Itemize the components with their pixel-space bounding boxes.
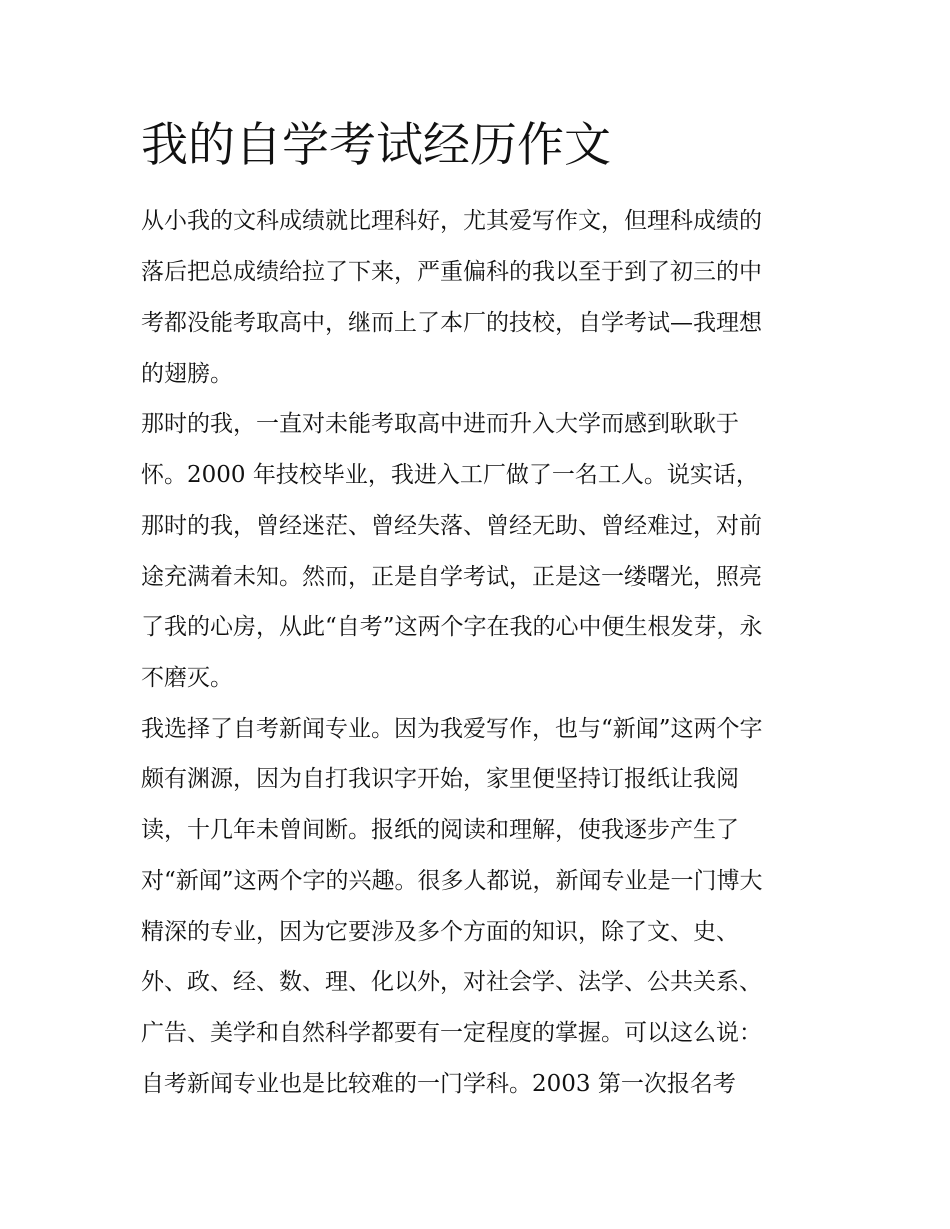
body-line: 那时的我，一直对未能考取高中进而升入大学而感到耿耿于 bbox=[141, 411, 739, 437]
body-line: 自考新闻专业也是比较难的一门学科。2003 第一次报名考 bbox=[141, 1071, 736, 1097]
body-line: 外、政、经、数、理、化以外，对社会学、法学、公共关系、 bbox=[141, 969, 762, 995]
body-line: 颇有渊源，因为自打我识字开始，家里便坚持订报纸让我阅 bbox=[141, 766, 739, 792]
body-line: 精深的专业，因为它要涉及多个方面的知识，除了文、史、 bbox=[141, 919, 739, 945]
body-line: 广告、美学和自然科学都要有一定程度的掌握。可以这么说： bbox=[141, 1020, 762, 1046]
body-line: 不磨灭。 bbox=[141, 665, 233, 691]
body-line: 落后把总成绩给拉了下来，严重偏科的我以至于到了初三的中 bbox=[141, 259, 762, 285]
body-line: 我选择了自考新闻专业。因为我爱写作，也与“新闻”这两个字 bbox=[141, 716, 763, 742]
body-line: 考都没能考取高中，继而上了本厂的技校，自学考试—我理想 bbox=[141, 310, 762, 336]
body-line: 从小我的文科成绩就比理科好，尤其爱写作文，但理科成绩的 bbox=[141, 208, 762, 234]
body-line: 读，十几年未曾间断。报纸的阅读和理解，使我逐步产生了 bbox=[141, 817, 739, 843]
body-line: 了我的心房，从此“自考”这两个字在我的心中便生根发芽，永 bbox=[141, 614, 763, 640]
body-line: 的翅膀。 bbox=[141, 361, 233, 387]
document-title: 我的自学考试经历作文 bbox=[141, 118, 611, 173]
body-line: 那时的我，曾经迷茫、曾经失落、曾经无助、曾经难过，对前 bbox=[141, 513, 762, 539]
body-line: 途充满着未知。然而，正是自学考试，正是这一缕曙光，照亮 bbox=[141, 564, 762, 590]
body-line: 对“新闻”这两个字的兴趣。很多人都说，新闻专业是一门博大 bbox=[141, 868, 763, 894]
body-line: 怀。2000 年技校毕业，我进入工厂做了一名工人。说实话， bbox=[141, 462, 759, 488]
